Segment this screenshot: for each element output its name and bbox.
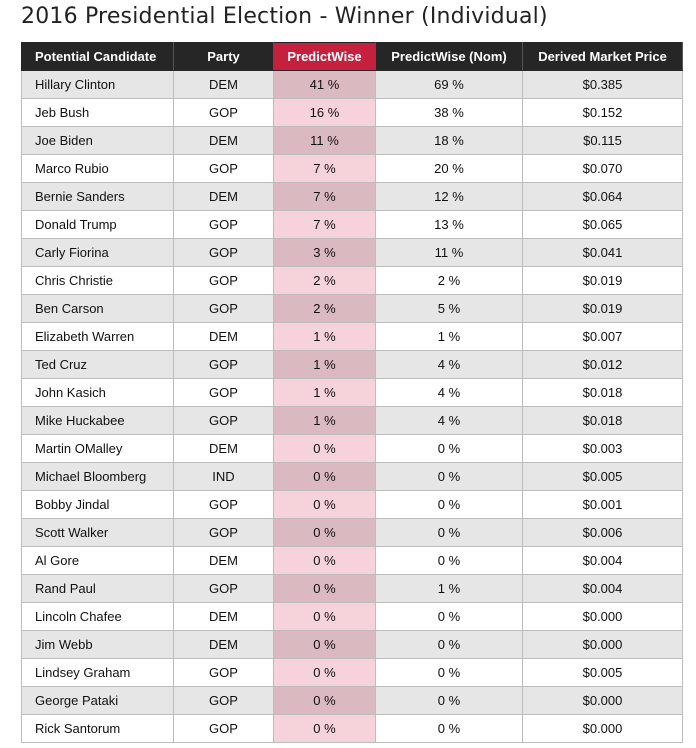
election-table (21, 42, 683, 743)
predictwise-cell: 11 % (274, 127, 376, 155)
predictwise-nom-cell: 0 % (376, 491, 523, 519)
predictwise-nom-cell: 0 % (376, 715, 523, 743)
predictwise-nom-cell: 1 % (376, 323, 523, 351)
table-row (22, 295, 683, 323)
predictwise-cell: 1 % (274, 379, 376, 407)
predictwise-nom-cell: 0 % (376, 603, 523, 631)
table-row (22, 715, 683, 743)
party-cell: GOP (174, 407, 274, 435)
candidate-cell: Michael Bloomberg (22, 463, 174, 491)
candidate-cell: Bobby Jindal (22, 491, 174, 519)
candidate-cell: Rick Santorum (22, 715, 174, 743)
market-price-cell: $0.000 (523, 603, 683, 631)
candidate-cell: Donald Trump (22, 211, 174, 239)
predictwise-cell: 0 % (274, 519, 376, 547)
predictwise-cell: 1 % (274, 407, 376, 435)
predictwise-nom-cell: 4 % (376, 407, 523, 435)
party-cell: GOP (174, 211, 274, 239)
market-price-cell: $0.006 (523, 519, 683, 547)
market-price-cell: $0.070 (523, 155, 683, 183)
table-row (22, 127, 683, 155)
table-row (22, 379, 683, 407)
candidate-cell: Jeb Bush (22, 99, 174, 127)
predictwise-nom-cell: 0 % (376, 463, 523, 491)
market-price-cell: $0.003 (523, 435, 683, 463)
predictwise-nom-cell: 18 % (376, 127, 523, 155)
party-cell: DEM (174, 71, 274, 99)
predictwise-cell: 0 % (274, 603, 376, 631)
predictwise-cell: 16 % (274, 99, 376, 127)
predictwise-cell: 7 % (274, 155, 376, 183)
candidate-cell: Martin OMalley (22, 435, 174, 463)
predictwise-cell: 7 % (274, 211, 376, 239)
predictwise-nom-cell: 1 % (376, 575, 523, 603)
party-cell: GOP (174, 659, 274, 687)
market-price-cell: $0.000 (523, 687, 683, 715)
predictwise-nom-cell: 5 % (376, 295, 523, 323)
party-cell: GOP (174, 267, 274, 295)
table-row (22, 519, 683, 547)
party-cell: DEM (174, 435, 274, 463)
candidate-cell: Bernie Sanders (22, 183, 174, 211)
market-price-cell: $0.041 (523, 239, 683, 267)
market-price-cell: $0.064 (523, 183, 683, 211)
column-header-predictwise-nom[interactable]: PredictWise (Nom) (376, 43, 523, 71)
party-cell: DEM (174, 603, 274, 631)
predictwise-cell: 3 % (274, 239, 376, 267)
header-row (22, 43, 683, 71)
table-row (22, 603, 683, 631)
predictwise-cell: 0 % (274, 491, 376, 519)
party-cell: DEM (174, 183, 274, 211)
market-price-cell: $0.152 (523, 99, 683, 127)
candidate-cell: Chris Christie (22, 267, 174, 295)
market-price-cell: $0.385 (523, 71, 683, 99)
page-title: 2016 Presidential Election - Winner (Individual) (21, 4, 548, 29)
market-price-cell: $0.005 (523, 659, 683, 687)
candidate-cell: Al Gore (22, 547, 174, 575)
predictwise-nom-cell: 0 % (376, 631, 523, 659)
candidate-cell: Hillary Clinton (22, 71, 174, 99)
candidate-cell: Ted Cruz (22, 351, 174, 379)
predictwise-nom-cell: 0 % (376, 435, 523, 463)
predictwise-nom-cell: 0 % (376, 687, 523, 715)
predictwise-cell: 0 % (274, 631, 376, 659)
predictwise-cell: 2 % (274, 267, 376, 295)
column-header-market-price[interactable]: Derived Market Price (523, 43, 683, 71)
candidate-cell: Lincoln Chafee (22, 603, 174, 631)
predictwise-cell: 7 % (274, 183, 376, 211)
table-row (22, 99, 683, 127)
market-price-cell: $0.065 (523, 211, 683, 239)
table-row (22, 687, 683, 715)
table-row (22, 659, 683, 687)
predictwise-nom-cell: 12 % (376, 183, 523, 211)
predictwise-nom-cell: 2 % (376, 267, 523, 295)
predictwise-nom-cell: 38 % (376, 99, 523, 127)
market-price-cell: $0.019 (523, 267, 683, 295)
table-row (22, 575, 683, 603)
party-cell: GOP (174, 99, 274, 127)
predictwise-cell: 0 % (274, 435, 376, 463)
market-price-cell: $0.000 (523, 715, 683, 743)
predictwise-cell: 0 % (274, 463, 376, 491)
candidate-cell: George Pataki (22, 687, 174, 715)
market-price-cell: $0.018 (523, 379, 683, 407)
table-row (22, 323, 683, 351)
party-cell: DEM (174, 631, 274, 659)
table-row (22, 183, 683, 211)
predictwise-nom-cell: 0 % (376, 519, 523, 547)
candidate-cell: Marco Rubio (22, 155, 174, 183)
predictwise-cell: 0 % (274, 715, 376, 743)
predictwise-nom-cell: 11 % (376, 239, 523, 267)
candidate-cell: Rand Paul (22, 575, 174, 603)
table-row (22, 351, 683, 379)
table-row (22, 491, 683, 519)
party-cell: DEM (174, 127, 274, 155)
predictwise-nom-cell: 4 % (376, 379, 523, 407)
candidate-cell: Mike Huckabee (22, 407, 174, 435)
predictwise-cell: 2 % (274, 295, 376, 323)
market-price-cell: $0.012 (523, 351, 683, 379)
market-price-cell: $0.018 (523, 407, 683, 435)
predictwise-nom-cell: 20 % (376, 155, 523, 183)
party-cell: GOP (174, 687, 274, 715)
table-row (22, 407, 683, 435)
predictwise-nom-cell: 4 % (376, 351, 523, 379)
market-price-cell: $0.000 (523, 631, 683, 659)
candidate-cell: John Kasich (22, 379, 174, 407)
candidate-cell: Ben Carson (22, 295, 174, 323)
party-cell: GOP (174, 715, 274, 743)
party-cell: GOP (174, 491, 274, 519)
market-price-cell: $0.005 (523, 463, 683, 491)
candidate-cell: Scott Walker (22, 519, 174, 547)
party-cell: GOP (174, 519, 274, 547)
party-cell: GOP (174, 575, 274, 603)
predictwise-cell: 41 % (274, 71, 376, 99)
predictwise-cell: 0 % (274, 547, 376, 575)
table-row (22, 631, 683, 659)
table-row (22, 435, 683, 463)
column-header-party[interactable]: Party (174, 43, 274, 71)
candidate-cell: Joe Biden (22, 127, 174, 155)
table-row (22, 211, 683, 239)
party-cell: GOP (174, 295, 274, 323)
predictwise-cell: 0 % (274, 687, 376, 715)
market-price-cell: $0.115 (523, 127, 683, 155)
predictwise-cell: 0 % (274, 575, 376, 603)
predictwise-cell: 0 % (274, 659, 376, 687)
market-price-cell: $0.004 (523, 547, 683, 575)
predictwise-cell: 1 % (274, 323, 376, 351)
candidate-cell: Elizabeth Warren (22, 323, 174, 351)
market-price-cell: $0.004 (523, 575, 683, 603)
predictwise-nom-cell: 69 % (376, 71, 523, 99)
table-body (22, 71, 683, 743)
table-row (22, 463, 683, 491)
party-cell: GOP (174, 239, 274, 267)
predictwise-nom-cell: 0 % (376, 659, 523, 687)
party-cell: IND (174, 463, 274, 491)
predictwise-nom-cell: 13 % (376, 211, 523, 239)
table-row (22, 239, 683, 267)
party-cell: GOP (174, 379, 274, 407)
column-header-candidate[interactable]: Potential Candidate (22, 43, 174, 71)
candidate-cell: Carly Fiorina (22, 239, 174, 267)
party-cell: GOP (174, 155, 274, 183)
table-row (22, 267, 683, 295)
market-price-cell: $0.001 (523, 491, 683, 519)
table-row (22, 547, 683, 575)
market-price-cell: $0.019 (523, 295, 683, 323)
table-row (22, 71, 683, 99)
predictwise-nom-cell: 0 % (376, 547, 523, 575)
predictwise-cell: 1 % (274, 351, 376, 379)
party-cell: GOP (174, 351, 274, 379)
candidate-cell: Jim Webb (22, 631, 174, 659)
candidate-cell: Lindsey Graham (22, 659, 174, 687)
market-price-cell: $0.007 (523, 323, 683, 351)
party-cell: DEM (174, 547, 274, 575)
table-row (22, 155, 683, 183)
party-cell: DEM (174, 323, 274, 351)
column-header-predictwise[interactable]: PredictWise (274, 43, 376, 71)
